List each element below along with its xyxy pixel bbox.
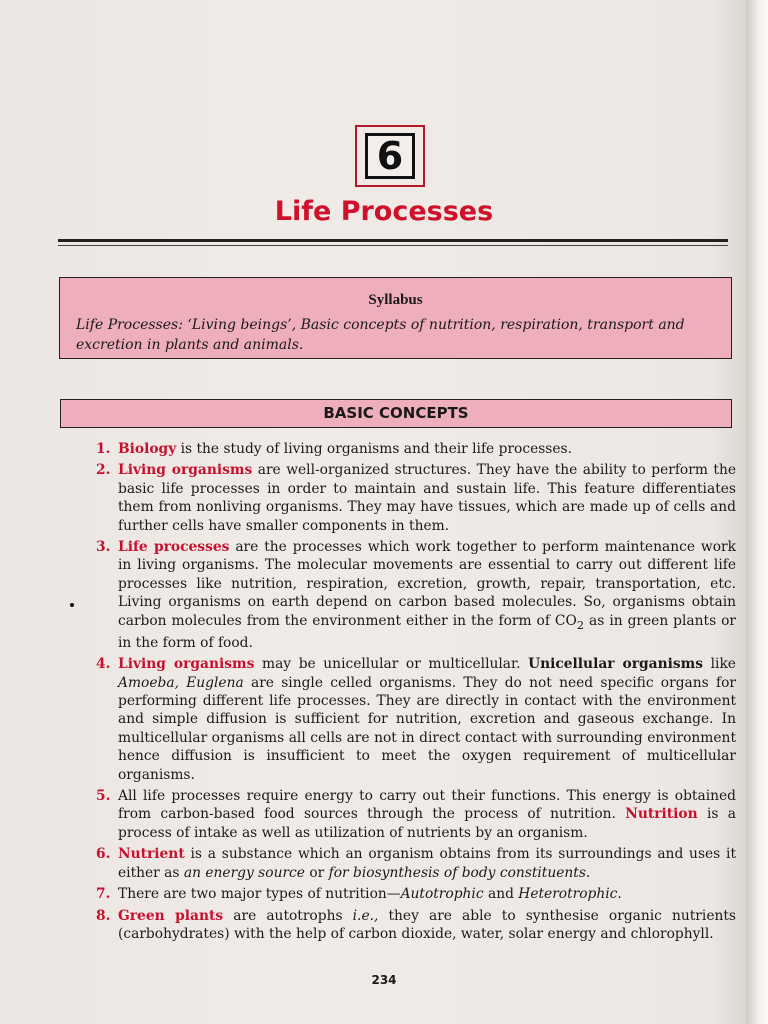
item-text-cont2: are single celled organisms. They do not need specific organs for performing different life processes. They are directly in contact with the environment and simple diffusion is sufficient for nutrition, excretion and gaseous exchange. In multicellular organisms all cells are not in direct contact with surrounding environment hence diffusion is insufficient to meet the oxygen requirement of multicellular organisms. [118, 674, 736, 783]
item-text-cont: as in green plants or in the form of food. [118, 612, 737, 651]
item-text: are well-organized structures. They have the ability to perform the basic life processes in order to maintain and sustain life. This feature differentiates them from nonliving organisms. They may have tissues, which are made up of cells and further cells have smaller components in them. [118, 462, 736, 534]
item-term: Green plants [118, 907, 224, 924]
item-text-cont: like [703, 656, 736, 673]
margin-dot [70, 603, 74, 607]
item-text: is the study of living organisms and their life processes. [176, 441, 573, 457]
item-term: Living organisms [118, 462, 253, 479]
item-italic: Autotrophic [400, 886, 484, 903]
item-text-cont: and [483, 886, 519, 903]
item-number: 4. [96, 656, 111, 673]
syllabus-heading: Syllabus [368, 292, 423, 308]
item-term: Nutrition [625, 806, 698, 823]
item-number: 1. [96, 441, 111, 457]
item-text: is a substance which an organism obtains from its surroundings and uses it either as [118, 846, 736, 881]
item-number: 2. [96, 462, 111, 479]
item-text: may be unicellular or multicellular. [254, 656, 529, 673]
concept-item-2 [96, 461, 736, 535]
item-text-cont: they are able to synthesise organic nutrients (carbohydrates) with the help of carbon dioxide, water, solar energy and chlorophyll. [118, 907, 736, 942]
item-italic: i.e., [352, 907, 379, 924]
item-term: Life processes [118, 539, 230, 556]
basic-concepts-heading: BASIC CONCEPTS [60, 399, 732, 428]
item-italic: an energy source [183, 864, 305, 881]
item-text: There are two major types of nutrition— [118, 886, 401, 903]
item-number: 5. [96, 788, 111, 805]
item-number: 3. [96, 539, 111, 556]
page-edge [746, 0, 768, 1024]
subscript: 2 [576, 617, 585, 632]
syllabus-box [59, 277, 732, 359]
concept-item-5 [96, 787, 736, 842]
item-number: 6. [96, 846, 111, 863]
item-text: are the processes which work together to perform maintenance work in living organisms. The molecular movements are essential to carry out different life processes like nutrition, respiration, excretion, growth, repair, transportation, etc. Living organisms on earth depend on carbon based molecules. So, organisms obtain carbon molecules from the environment either in the form of CO [118, 539, 736, 629]
concept-item-1 [96, 440, 736, 458]
item-term: Biology [118, 441, 177, 457]
item-text-cont: is a process of intake as well as utilization of nutrients by an organism. [118, 806, 736, 841]
concept-item-8 [96, 907, 736, 944]
item-text: are autotrophs [223, 907, 353, 924]
concept-item-3 [96, 538, 736, 652]
chapter-number: 6 [365, 133, 415, 179]
concept-list [96, 440, 736, 946]
item-number: 7. [96, 886, 111, 903]
item-italic-2: Heterotrophic [518, 886, 618, 903]
title-rule-thick [58, 239, 728, 242]
syllabus-text: Life Processes: ‘Living beings’, Basic concepts of nutrition, respiration, transport and excretion in plants and animals. [76, 317, 685, 353]
item-bold-term: Unicellular organisms [528, 656, 704, 673]
concept-item-7 [96, 885, 736, 903]
item-text: All life processes require energy to carry out their functions. This energy is obtained from carbon-based food sources through the process of nutrition. [118, 788, 736, 823]
item-number: 8. [96, 907, 111, 924]
item-italic-2: for biosynthesis of body constituents [328, 864, 586, 881]
item-term: Nutrient [118, 846, 185, 863]
chapter-title: Life Processes [274, 196, 494, 227]
item-term: Living organisms [118, 656, 255, 673]
chapter-number-box [355, 125, 425, 187]
item-italic: Amoeba, Euglena [118, 674, 244, 691]
concept-item-6 [96, 845, 736, 882]
item-text-cont2: . [585, 864, 591, 881]
item-text-cont2: . [617, 886, 622, 903]
concept-item-4 [96, 655, 736, 784]
page-number: 234 [371, 973, 397, 987]
title-rule-thin [58, 245, 728, 246]
item-text-cont: or [304, 864, 329, 881]
